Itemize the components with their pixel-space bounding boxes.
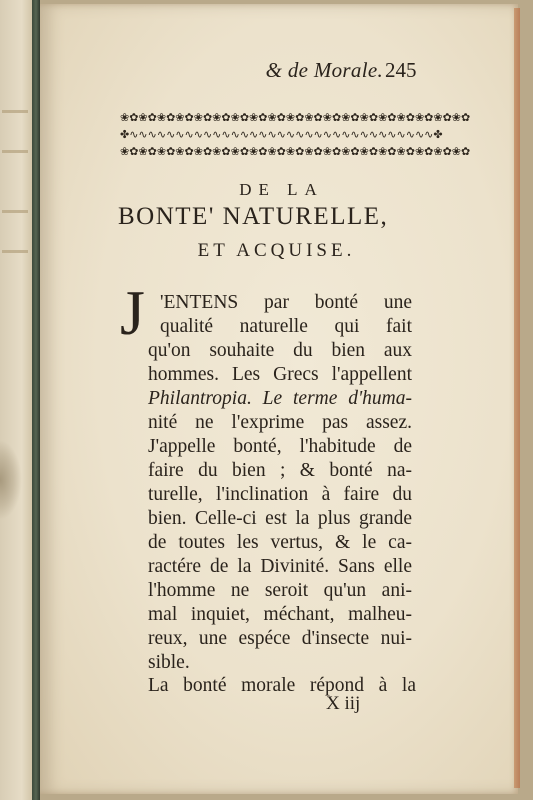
body-line: sible. [148, 652, 190, 673]
body-line: de toutes les vertus, & le ca- [148, 532, 412, 553]
body-line: turelle, l'inclination à faire du [148, 484, 412, 505]
chapter-title-line-3: ET ACQUISE. [197, 240, 356, 261]
bleed-through-mark [2, 150, 28, 153]
body-line: bien. Celle-ci est la plus grande [148, 508, 412, 529]
facing-page-edge [0, 0, 36, 800]
body-line: mal inquiet, méchant, malheu- [148, 604, 412, 625]
drop-capital: J [120, 277, 145, 348]
body-line: nité ne l'exprime pas assez. [148, 412, 412, 433]
bleed-through-mark [2, 210, 28, 213]
chapter-title-line-1: DE LA [239, 180, 324, 199]
page-fore-edge [514, 8, 520, 788]
ornament-band-row: ❀✿❀✿❀✿❀✿❀✿❀✿❀✿❀✿❀✿❀✿❀✿❀✿❀✿❀✿❀✿❀✿❀✿❀✿❀✿ [120, 111, 471, 124]
bleed-through-mark [2, 110, 28, 113]
body-line: Philantropia. Le terme d'huma- [148, 388, 412, 409]
chapter-title-line-2: BONTE' NATURELLE, [118, 203, 389, 230]
body-line: J'appelle bonté, l'habitude de [148, 436, 412, 457]
body-line: l'homme ne seroit qu'un ani- [148, 580, 412, 601]
book-gutter [32, 0, 40, 800]
body-line: ractére de la Divinité. Sans elle [148, 556, 412, 577]
ornament-band-row: ✤∿∿∿∿∿∿∿∿∿∿∿∿∿∿∿∿∿∿∿∿∿∿∿∿∿∿∿∿∿∿∿∿∿✤ [120, 128, 443, 141]
ornament-band-row: ❀✿❀✿❀✿❀✿❀✿❀✿❀✿❀✿❀✿❀✿❀✿❀✿❀✿❀✿❀✿❀✿❀✿❀✿❀✿ [120, 145, 471, 158]
body-line: 'ENTENS par bonté une [160, 292, 412, 313]
body-line: La bonté morale répond à la [148, 675, 416, 696]
signature-mark: X iij [326, 693, 361, 714]
body-line: faire du bien ; & bonté na- [148, 460, 412, 481]
page-number: 245 [385, 58, 417, 82]
facing-page-ornament [0, 440, 22, 520]
body-line: qu'on souhaite du bien aux [148, 340, 412, 361]
body-line: hommes. Les Grecs l'appellent [148, 364, 412, 385]
body-line: reux, une espéce d'insecte nui- [148, 628, 412, 649]
running-head: & de Morale. [265, 58, 383, 82]
body-line: qualité naturelle qui fait [160, 316, 412, 337]
